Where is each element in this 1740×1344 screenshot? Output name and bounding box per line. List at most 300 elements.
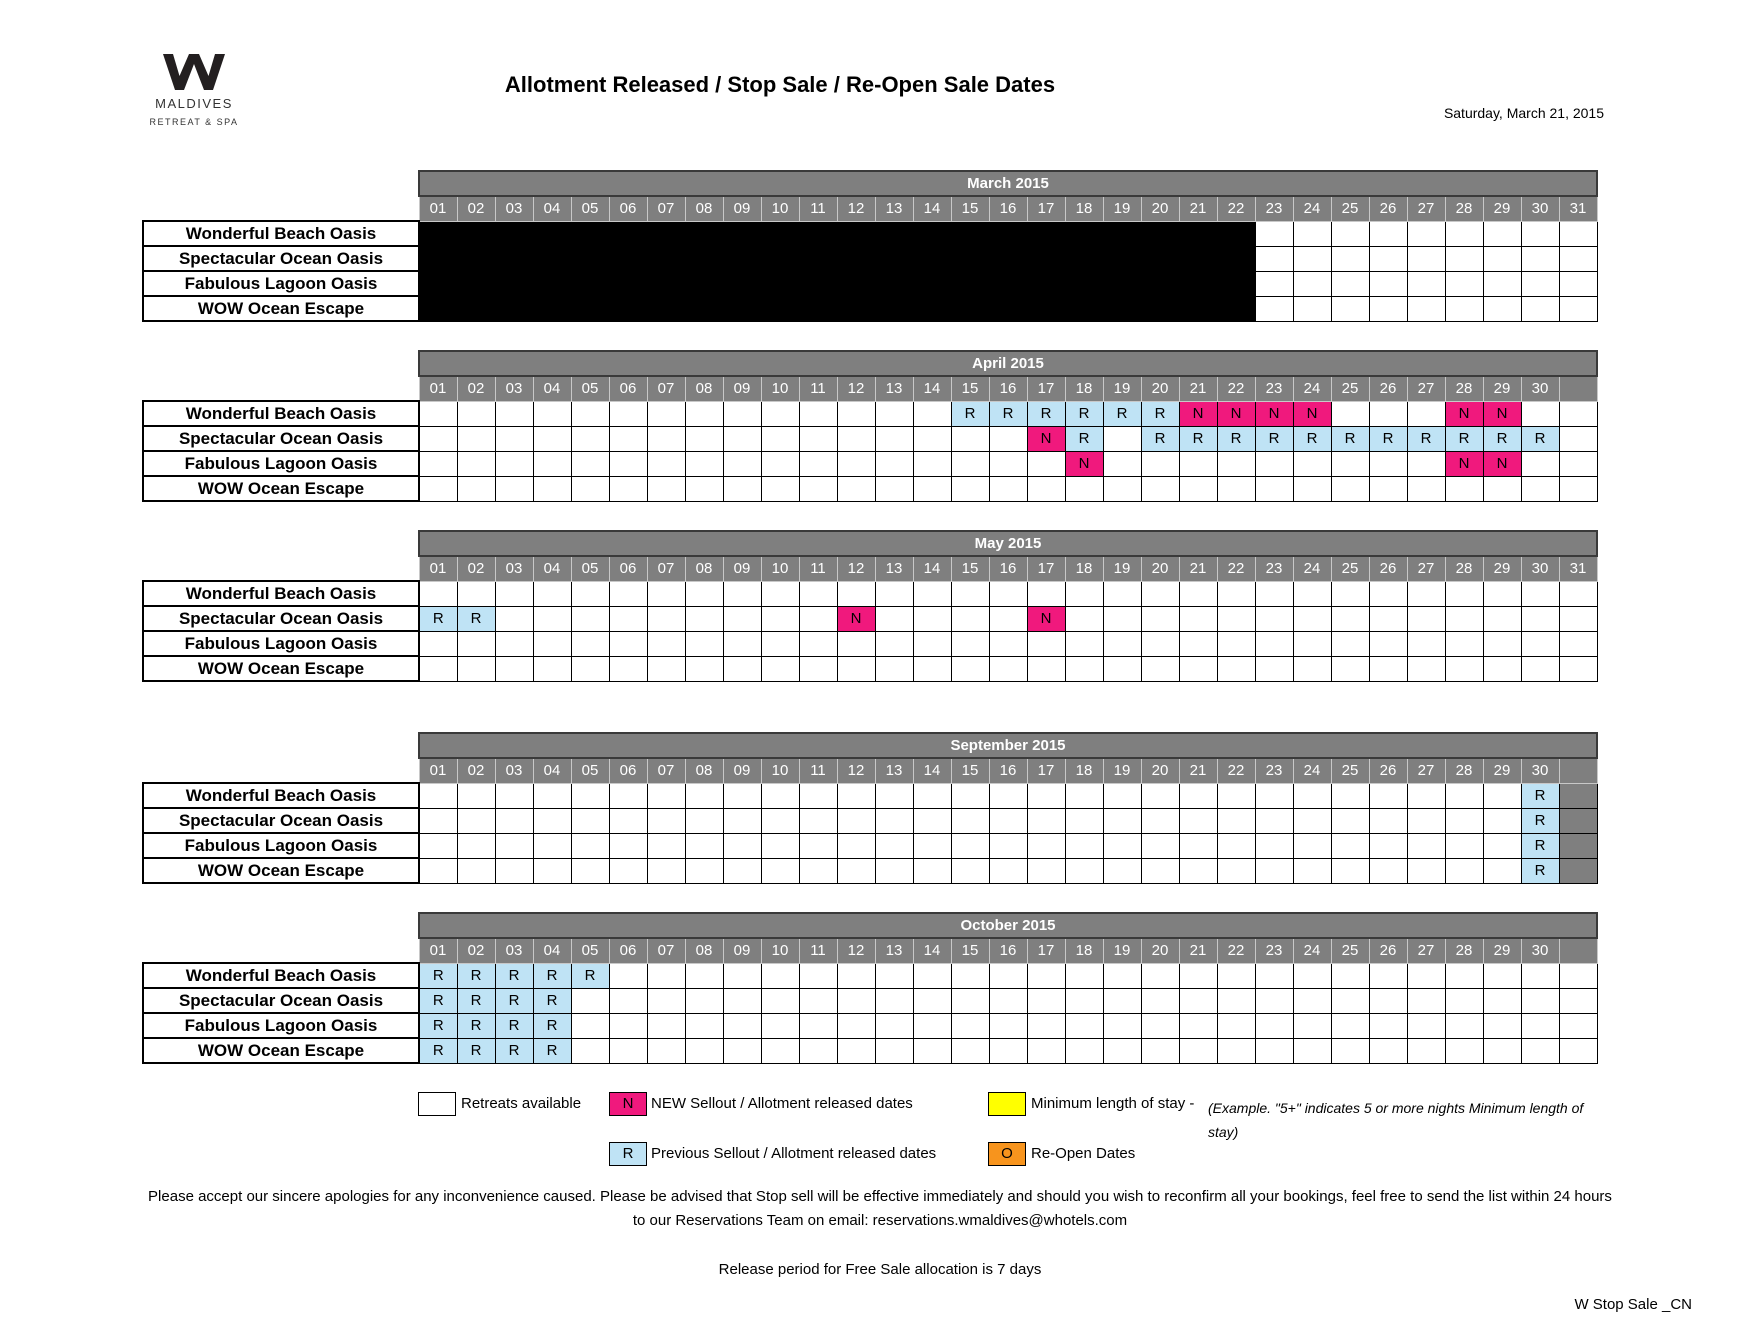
day-cell: [799, 581, 837, 606]
day-cell: [913, 401, 951, 426]
day-cell: [723, 808, 761, 833]
calendar-table: [142, 912, 1598, 1064]
day-header: 20: [1141, 196, 1179, 221]
day-cell: [1483, 988, 1521, 1013]
day-header: 16: [989, 556, 1027, 581]
day-cell: [723, 246, 761, 271]
day-cell: [1179, 476, 1217, 501]
day-header: 19: [1103, 758, 1141, 783]
day-header: 21: [1179, 556, 1217, 581]
room-name: WOW Ocean Escape: [143, 1038, 419, 1063]
day-header: 17: [1027, 196, 1065, 221]
day-cell: [647, 963, 685, 988]
day-cell: [685, 963, 723, 988]
day-cell: [1407, 988, 1445, 1013]
day-cell: [913, 963, 951, 988]
day-header: 26: [1369, 556, 1407, 581]
room-row: [143, 401, 1597, 426]
day-header: 02: [457, 196, 495, 221]
room-name: WOW Ocean Escape: [143, 296, 419, 321]
day-cell: [1141, 988, 1179, 1013]
day-cell: [571, 1038, 609, 1063]
day-cell: [989, 963, 1027, 988]
day-cell: [723, 833, 761, 858]
day-cell: [647, 808, 685, 833]
day-cell: [1255, 988, 1293, 1013]
day-cell: [571, 401, 609, 426]
day-cell: [1255, 808, 1293, 833]
day-cell: [913, 1013, 951, 1038]
day-header: 23: [1255, 758, 1293, 783]
month-title: April 2015: [419, 351, 1597, 376]
room-name: Wonderful Beach Oasis: [143, 221, 419, 246]
room-row: [143, 221, 1597, 246]
day-cell: [913, 476, 951, 501]
day-cell: N: [1483, 451, 1521, 476]
day-cell: [1141, 451, 1179, 476]
day-header: 14: [913, 758, 951, 783]
day-header: 27: [1407, 938, 1445, 963]
day-cell: [533, 808, 571, 833]
day-cell: [913, 1038, 951, 1063]
day-cell: [1065, 988, 1103, 1013]
legend-label-new-sellout: NEW Sellout / Allotment released dates: [651, 1095, 913, 1112]
day-header: 28: [1445, 758, 1483, 783]
day-cell: [837, 1038, 875, 1063]
day-cell: [837, 656, 875, 681]
day-cell: [685, 296, 723, 321]
day-cell: [875, 476, 913, 501]
day-cell: [1065, 581, 1103, 606]
day-cell: R: [1141, 401, 1179, 426]
day-cell: [1369, 606, 1407, 631]
day-header: 18: [1065, 376, 1103, 401]
day-cell: [609, 858, 647, 883]
day-cell: [1483, 296, 1521, 321]
legend-label-prev-sellout: Previous Sellout / Allotment released dates: [651, 1145, 937, 1162]
day-header: 28: [1445, 196, 1483, 221]
day-cell: [951, 1038, 989, 1063]
day-cell: [533, 401, 571, 426]
day-header: 14: [913, 556, 951, 581]
day-cell: [1483, 963, 1521, 988]
day-cell: [1369, 783, 1407, 808]
day-header: 06: [609, 196, 647, 221]
day-cell: [875, 246, 913, 271]
day-header: [1559, 376, 1597, 401]
day-cell: [1027, 1013, 1065, 1038]
day-cell: [875, 988, 913, 1013]
day-cell: [875, 858, 913, 883]
day-cell: [989, 1038, 1027, 1063]
room-row: [143, 858, 1597, 883]
day-cell: [1483, 606, 1521, 631]
day-cell: [1179, 451, 1217, 476]
day-cell: [495, 656, 533, 681]
day-cell: [495, 581, 533, 606]
day-cell: R: [533, 1013, 571, 1038]
day-cell: [1559, 783, 1597, 808]
room-name: WOW Ocean Escape: [143, 858, 419, 883]
day-cell: [989, 833, 1027, 858]
day-cell: [571, 783, 609, 808]
room-name: Fabulous Lagoon Oasis: [143, 271, 419, 296]
day-cell: [1445, 581, 1483, 606]
day-header: 29: [1483, 196, 1521, 221]
day-cell: [875, 451, 913, 476]
day-cell: [1407, 631, 1445, 656]
day-header: 28: [1445, 938, 1483, 963]
day-cell: [609, 476, 647, 501]
day-cell: [419, 631, 457, 656]
day-cell: [1369, 296, 1407, 321]
day-cell: [1445, 833, 1483, 858]
day-cell: [1217, 858, 1255, 883]
day-header: 29: [1483, 556, 1521, 581]
day-cell: [647, 426, 685, 451]
day-cell: [875, 296, 913, 321]
day-cell: R: [533, 963, 571, 988]
day-cell: R: [1521, 858, 1559, 883]
day-cell: [875, 401, 913, 426]
day-header: 15: [951, 758, 989, 783]
day-header: 02: [457, 938, 495, 963]
day-cell: [913, 426, 951, 451]
day-cell: R: [1255, 426, 1293, 451]
day-cell: [1179, 808, 1217, 833]
day-header: 05: [571, 376, 609, 401]
day-cell: [799, 246, 837, 271]
day-header: 06: [609, 556, 647, 581]
day-cell: [571, 451, 609, 476]
day-header: 09: [723, 376, 761, 401]
day-cell: [457, 451, 495, 476]
day-header: 13: [875, 938, 913, 963]
day-cell: [1027, 783, 1065, 808]
day-header: 31: [1559, 556, 1597, 581]
day-cell: [951, 833, 989, 858]
day-cell: [647, 581, 685, 606]
day-cell: [609, 988, 647, 1013]
day-header: 19: [1103, 376, 1141, 401]
day-cell: [647, 401, 685, 426]
day-cell: [419, 656, 457, 681]
day-cell: [761, 631, 799, 656]
legend-min-stay-example: (Example. "5+" indicates 5 or more nights Minimum length of stay): [1208, 1100, 1584, 1140]
day-cell: [723, 221, 761, 246]
day-cell: [951, 606, 989, 631]
day-cell: [1255, 1013, 1293, 1038]
day-header: 23: [1255, 196, 1293, 221]
day-header: 18: [1065, 196, 1103, 221]
day-cell: [495, 606, 533, 631]
day-cell: [761, 451, 799, 476]
page-title: Allotment Released / Stop Sale / Re-Open Sale Dates: [504, 72, 1056, 97]
day-cell: [419, 808, 457, 833]
day-cell: [1483, 858, 1521, 883]
day-header: 07: [647, 758, 685, 783]
day-header: 29: [1483, 376, 1521, 401]
day-header: 15: [951, 376, 989, 401]
day-header: 10: [761, 556, 799, 581]
day-cell: [837, 631, 875, 656]
day-cell: [1331, 581, 1369, 606]
day-cell: [1293, 246, 1331, 271]
day-cell: [989, 271, 1027, 296]
day-header: 21: [1179, 196, 1217, 221]
day-cell: [1217, 963, 1255, 988]
day-cell: [1331, 401, 1369, 426]
day-cell: [457, 246, 495, 271]
day-cell: [761, 783, 799, 808]
day-cell: [1369, 656, 1407, 681]
day-cell: [1255, 451, 1293, 476]
day-cell: [1369, 476, 1407, 501]
legend-swatch-reopen: O: [988, 1142, 1026, 1166]
day-cell: [1331, 451, 1369, 476]
day-cell: R: [1369, 426, 1407, 451]
room-name: Spectacular Ocean Oasis: [143, 988, 419, 1013]
day-cell: [1065, 476, 1103, 501]
day-cell: [1217, 783, 1255, 808]
day-header: 17: [1027, 938, 1065, 963]
day-cell: [913, 271, 951, 296]
day-cell: [1141, 631, 1179, 656]
room-row: [143, 631, 1597, 656]
day-cell: [989, 581, 1027, 606]
day-cell: [1293, 808, 1331, 833]
day-cell: [799, 833, 837, 858]
day-cell: [1407, 1038, 1445, 1063]
corner-blank: [143, 171, 419, 196]
day-cell: [1103, 476, 1141, 501]
day-cell: [1483, 1038, 1521, 1063]
day-header: 09: [723, 758, 761, 783]
day-cell: [1255, 1038, 1293, 1063]
day-cell: [1559, 221, 1597, 246]
day-cell: R: [419, 1038, 457, 1063]
day-cell: [1521, 631, 1559, 656]
day-cell: [457, 401, 495, 426]
day-cell: [533, 271, 571, 296]
day-cell: [1103, 963, 1141, 988]
day-cell: [1103, 221, 1141, 246]
day-cell: R: [1179, 426, 1217, 451]
corner-blank: [143, 733, 419, 758]
day-header: 09: [723, 556, 761, 581]
day-cell: [1293, 1038, 1331, 1063]
day-cell: [723, 451, 761, 476]
day-cell: [685, 221, 723, 246]
day-header: 05: [571, 196, 609, 221]
day-cell: [609, 426, 647, 451]
day-cell: [1483, 246, 1521, 271]
day-cell: [1331, 858, 1369, 883]
day-cell: [875, 1038, 913, 1063]
day-cell: [419, 476, 457, 501]
day-header: 10: [761, 938, 799, 963]
room-row: [143, 1038, 1597, 1063]
day-cell: R: [457, 606, 495, 631]
day-cell: [1065, 656, 1103, 681]
day-cell: [1103, 606, 1141, 631]
day-cell: [1103, 808, 1141, 833]
day-cell: R: [1141, 426, 1179, 451]
day-cell: [647, 606, 685, 631]
day-header: 26: [1369, 938, 1407, 963]
day-cell: [1065, 1038, 1103, 1063]
day-header: 24: [1293, 196, 1331, 221]
day-cell: [989, 656, 1027, 681]
day-cell: [761, 858, 799, 883]
day-header: 03: [495, 758, 533, 783]
day-cell: [799, 858, 837, 883]
day-header: 25: [1331, 758, 1369, 783]
day-cell: [457, 426, 495, 451]
day-header: 21: [1179, 758, 1217, 783]
day-cell: [1103, 581, 1141, 606]
room-row: [143, 833, 1597, 858]
day-cell: [1141, 833, 1179, 858]
day-cell: [1407, 963, 1445, 988]
day-cell: [1217, 1013, 1255, 1038]
day-cell: [1293, 858, 1331, 883]
day-cell: [875, 606, 913, 631]
day-cell: [1179, 271, 1217, 296]
day-cell: [951, 656, 989, 681]
day-cell: [989, 296, 1027, 321]
day-cell: [913, 451, 951, 476]
day-cell: [951, 631, 989, 656]
day-cell: [1331, 783, 1369, 808]
day-cell: [1293, 221, 1331, 246]
day-cell: [799, 808, 837, 833]
day-cell: [1445, 246, 1483, 271]
day-cell: [457, 271, 495, 296]
day-cell: [685, 246, 723, 271]
day-cell: [647, 1038, 685, 1063]
day-cell: [989, 426, 1027, 451]
day-cell: [609, 581, 647, 606]
day-cell: [1065, 858, 1103, 883]
day-cell: [1255, 476, 1293, 501]
day-header: 22: [1217, 556, 1255, 581]
day-cell: [761, 426, 799, 451]
day-cell: [1103, 656, 1141, 681]
day-cell: [761, 401, 799, 426]
day-cell: [989, 783, 1027, 808]
day-cell: [1559, 988, 1597, 1013]
day-cell: [1331, 606, 1369, 631]
day-cell: [723, 988, 761, 1013]
day-cell: [685, 476, 723, 501]
day-cell: [989, 631, 1027, 656]
day-header: 16: [989, 938, 1027, 963]
day-cell: [1331, 221, 1369, 246]
day-cell: [1179, 988, 1217, 1013]
day-header: 06: [609, 376, 647, 401]
day-cell: [457, 631, 495, 656]
room-row: [143, 271, 1597, 296]
day-cell: N: [1027, 606, 1065, 631]
day-cell: [1407, 833, 1445, 858]
day-cell: [913, 783, 951, 808]
day-cell: [837, 296, 875, 321]
day-cell: [1141, 963, 1179, 988]
day-cell: [837, 833, 875, 858]
day-header: 14: [913, 196, 951, 221]
room-row: [143, 296, 1597, 321]
day-cell: [875, 808, 913, 833]
legend-swatch-min-stay: [988, 1092, 1026, 1116]
day-cell: [1445, 476, 1483, 501]
day-header: 02: [457, 376, 495, 401]
month-title: March 2015: [419, 171, 1597, 196]
day-cell: R: [1445, 426, 1483, 451]
day-header: 04: [533, 556, 571, 581]
day-cell: [1217, 606, 1255, 631]
day-cell: [571, 858, 609, 883]
day-cell: [723, 858, 761, 883]
day-cell: [495, 271, 533, 296]
day-cell: [837, 401, 875, 426]
day-cell: [1445, 271, 1483, 296]
day-cell: [571, 656, 609, 681]
day-cell: [913, 656, 951, 681]
day-header: 30: [1521, 938, 1559, 963]
day-cell: [1407, 808, 1445, 833]
day-cell: [1445, 221, 1483, 246]
day-cell: R: [1293, 426, 1331, 451]
day-header: 22: [1217, 758, 1255, 783]
day-cell: [609, 783, 647, 808]
day-cell: [1521, 476, 1559, 501]
day-cell: [1027, 221, 1065, 246]
day-cell: [723, 1038, 761, 1063]
day-header: 26: [1369, 758, 1407, 783]
day-cell: [1293, 581, 1331, 606]
day-cell: [1445, 656, 1483, 681]
day-cell: [1141, 296, 1179, 321]
day-cell: [647, 1013, 685, 1038]
day-cell: [1255, 581, 1293, 606]
day-header: 15: [951, 556, 989, 581]
day-cell: [989, 221, 1027, 246]
day-cell: [495, 426, 533, 451]
day-cell: [1179, 656, 1217, 681]
day-cell: [799, 271, 837, 296]
day-header: [1559, 938, 1597, 963]
day-cell: [1331, 476, 1369, 501]
day-cell: [609, 1038, 647, 1063]
day-cell: R: [457, 1013, 495, 1038]
day-cell: [1027, 833, 1065, 858]
day-cell: [837, 451, 875, 476]
day-header: 24: [1293, 938, 1331, 963]
day-cell: [1141, 271, 1179, 296]
day-cell: [1559, 581, 1597, 606]
day-cell: [1255, 963, 1293, 988]
day-cell: [1027, 476, 1065, 501]
day-cell: [533, 476, 571, 501]
day-header: 13: [875, 196, 913, 221]
day-cell: [1483, 833, 1521, 858]
day-cell: [723, 783, 761, 808]
day-cell: R: [951, 401, 989, 426]
day-header: 14: [913, 938, 951, 963]
day-cell: [533, 656, 571, 681]
day-cell: [761, 988, 799, 1013]
